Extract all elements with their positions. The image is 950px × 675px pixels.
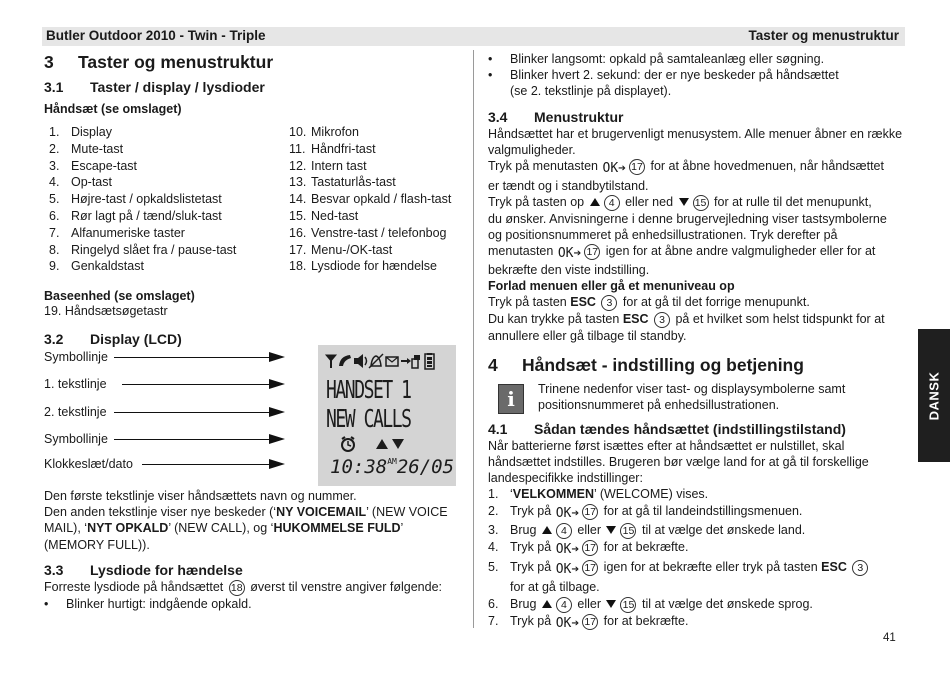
running-header xyxy=(42,27,905,46)
up-key-icon xyxy=(590,198,600,206)
down-key-icon xyxy=(679,198,689,206)
lcd-label-line-2: 2. tekstlinje xyxy=(44,405,107,419)
display-paragraph: Den første tekstlinje viser håndsættets navn og nummer. Den anden tekstlinje viser nye beskeder (‘NY VOICEMAIL’ (NEW VOICE MAIL), ‘NYT OPKALD’ (NEW CALL), og ‘HUKOMMELSE FULD’ (MEMORY FULL)). xyxy=(44,489,448,552)
heading-3-3: 3.3 Lysdiode for hændelse xyxy=(44,562,243,578)
base-item: 19. Håndsætsøgetastr xyxy=(44,304,168,318)
list-item: 12. Intern tast xyxy=(289,158,367,173)
list-item: 11. Håndfri-tast xyxy=(289,141,376,156)
arrow-right-icon xyxy=(269,434,285,444)
handset-label: Håndsæt (se omslaget) xyxy=(44,102,182,116)
heading-3-1: 3.1 Taster / display / lysdioder xyxy=(44,79,265,95)
list-item: 6. Rør lagt på / tænd/sluk-tast xyxy=(49,208,222,223)
heading-3: 3 Taster og menustruktur xyxy=(44,52,274,72)
alarm-and-scroll-icon xyxy=(340,436,420,452)
led-paragraph: Forreste lysdiode på håndsættet 18 øverst til venstre angiver følgende: • Blinker hurtigt: indgående opkald. xyxy=(44,580,442,611)
heading-3-2: 3.2 Display (LCD) xyxy=(44,331,182,347)
arrow-right-icon xyxy=(269,459,285,469)
up-key-icon xyxy=(542,526,552,534)
key-3-icon: 3 xyxy=(601,295,617,311)
list-item: 4. Op-tast xyxy=(49,175,112,190)
list-item: 13. Tastaturlås-tast xyxy=(289,175,396,190)
key-3-icon: 3 xyxy=(654,312,670,328)
list-item: 4. Tryk på OK ➔ 17 for at bekræfte. xyxy=(488,540,689,558)
status-symbols-icon xyxy=(324,352,452,370)
ok-key-icon: OK ➔ xyxy=(557,246,582,262)
heading-3-4: 3.4 Menustruktur xyxy=(488,109,624,125)
page-number: 41 xyxy=(883,632,896,644)
back-label: Forlad menuen eller gå et menuniveau op xyxy=(488,279,735,293)
key-list-1 xyxy=(49,124,236,275)
lcd-label-clock: Klokkeslæt/dato xyxy=(44,457,133,471)
led-bullets: • Blinker langsomt: opkald på samtaleanlæg eller søgning. • Blinker hvert 2. sekund: der er nye beskeder på håndsættet (se 2. tekstlinje på displayet). xyxy=(488,52,839,99)
back-paragraph: Tryk på tasten ESC 3 for at gå til det forrige menupunkt. Du kan trykke på tasten ESC 3 på et hvilket som helst tidspunkt for at annullere eller gå tilbage til standby. xyxy=(488,295,885,343)
list-item: 18. Lysdiode for hændelse xyxy=(289,259,438,274)
list-item: 1. ‘VELKOMMEN’ (WELCOME) vises. xyxy=(488,487,709,501)
heading-4-1: 4.1 Sådan tændes håndsættet (indstillingstilstand) xyxy=(488,421,846,437)
lcd-line-2: NEW CALLS xyxy=(326,404,411,433)
list-item: 17. Menu-/OK-tast xyxy=(289,242,393,257)
callout-line xyxy=(114,412,270,413)
callout-line xyxy=(122,384,270,385)
ok-key-icon: OK ➔ xyxy=(555,542,580,558)
up-key-icon xyxy=(542,600,552,608)
header-section: Taster og menustruktur xyxy=(748,28,899,43)
arrow-right-icon xyxy=(269,379,285,389)
callout-line xyxy=(114,357,270,358)
setup-paragraph: Når batterierne først isættes efter at håndsættet er nulstillet, skal håndsættet indstilles. Brugeren bør vælge land for at gå til forskellige landespecifikke indstillinger: xyxy=(488,439,869,486)
lcd-line-1: HANDSET 1 xyxy=(326,375,411,404)
key-list-2 xyxy=(289,124,451,275)
info-icon: i xyxy=(498,384,524,414)
list-item: 9. Genkaldstast xyxy=(49,259,144,274)
list-item: 10. Mikrofon xyxy=(289,125,359,139)
lcd-label-symbol-2: Symbollinje xyxy=(44,432,108,446)
callout-line xyxy=(114,439,270,440)
heading-4: 4 Håndsæt - indstilling og betjening xyxy=(488,355,804,375)
lcd-label-symbol-1: Symbollinje xyxy=(44,350,108,364)
list-item: 2. Tryk på OK ➔ 17 for at gå til landeindstillingsmenuen. xyxy=(488,503,803,521)
list-item: 16. Venstre-tast / telefonbog xyxy=(289,225,447,240)
list-item: 6. Brug 4 eller 15 til at vælge det ønskede sprog. xyxy=(488,596,813,611)
ok-key-icon: OK ➔ xyxy=(555,505,580,521)
key-18-icon: 18 xyxy=(229,580,245,596)
callout-line xyxy=(142,464,270,465)
list-item: 3. Escape-tast xyxy=(49,158,138,173)
lcd-display xyxy=(318,345,456,486)
list-item: 15. Ned-tast xyxy=(289,208,359,223)
lcd-label-line-1: 1. tekstlinje xyxy=(44,377,107,391)
list-item: 2. Mute-tast xyxy=(49,141,124,156)
header-title: Butler Outdoor 2010 - Twin - Triple xyxy=(46,28,266,43)
menu-paragraph: Håndsættet har et brugervenligt menusystem. Alle menuer åbner en række valgmuligheder. Tryk på menutasten OK ➔ 17 for at åbne hovedmenuen, når håndsættet er tændt og i standbytilstand. Tryk på tasten op 4 eller ned 15 for at rulle til det menupunkt, du ønsker. Anvisningerne i denne brugervejledning viser tastsymbolerne og positionsnummeret på enhedsillustrationen. Tryk derefter på menutasten OK ➔ 17 igen for at åbne andre valgmuligheder eller for at bekræfte den viste indstilling. xyxy=(488,127,903,278)
column-divider xyxy=(473,50,474,628)
list-item: 7. Tryk på OK ➔ 17 for at bekræfte. xyxy=(488,613,689,631)
list-item: 1. Display xyxy=(49,125,112,139)
list-item: 3. Brug 4 eller 15 til at vælge det ønskede land. xyxy=(488,523,806,538)
arrow-right-icon xyxy=(269,407,285,417)
ok-key-icon: OK ➔ xyxy=(555,615,580,631)
setup-steps: 1. ‘VELKOMMEN’ (WELCOME) vises. 2. Tryk på OK ➔ 17 for at gå til landeindstillingsmenuen. 3. Brug 4 eller 15 til at vælge det ønskede land. 4. Tryk på OK ➔ 17 for at bekræfte. 5. Tryk på OK ➔ 17 igen for at bekræfte eller tryk på tasten ESC 3 for at gå tilbage. 6. Brug 4 eller 15 til at vælge det ønskede sprog. 7. Tryk på OK ➔ 17 for at bekræfte. xyxy=(488,486,870,632)
list-item: 14. Besvar opkald / flash-tast xyxy=(289,192,452,207)
language-tab: DANSK xyxy=(918,329,950,462)
list-item: 7. Alfanumeriske taster xyxy=(49,225,185,240)
down-key-icon xyxy=(606,600,616,608)
ok-key-icon: OK ➔ xyxy=(602,161,626,177)
list-item: 5. Højre-tast / opkaldslistetast xyxy=(49,192,222,207)
list-item: 5. Tryk på OK ➔ 17 igen for at bekræfte eller tryk på tasten ESC 3 xyxy=(488,559,870,579)
arrow-right-icon xyxy=(269,352,285,362)
lcd-clock: $10:38^{AM}26/05$ xyxy=(330,456,455,478)
base-label: Baseenhed (se omslaget) xyxy=(44,289,195,303)
ok-key-icon: OK ➔ xyxy=(555,562,580,578)
down-key-icon xyxy=(606,526,616,534)
info-paragraph: Trinene nedenfor viser tast- og displaysymbolerne samt positionsnummeret på enhedsillustrationen. xyxy=(538,382,846,413)
list-item: 8. Ringelyd slået fra / pause-tast xyxy=(49,242,237,257)
